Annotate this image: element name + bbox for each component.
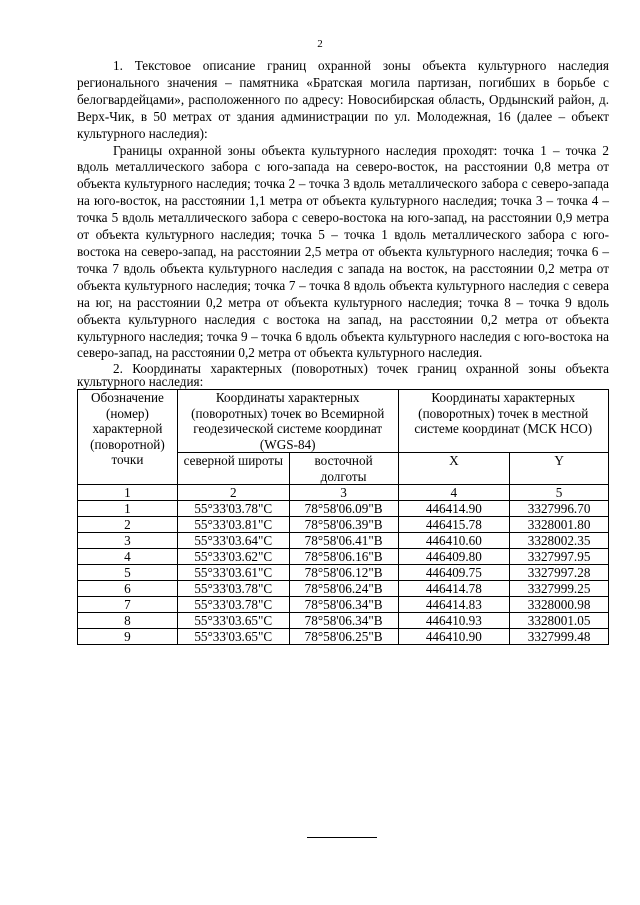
cell-point-number: 8 (78, 613, 178, 629)
cell-x-coordinate: 446409.75 (398, 565, 510, 581)
document-body (77, 58, 609, 645)
cell-point-number: 2 (78, 517, 178, 533)
cell-x-coordinate: 446410.90 (398, 629, 510, 645)
cell-longitude: 78°58'06.41"В (289, 533, 398, 549)
cell-latitude: 55°33'03.62"С (177, 549, 289, 565)
cell-x-coordinate: 446414.83 (398, 597, 510, 613)
header-north-latitude: северной широты (177, 453, 289, 485)
table-column-numbers-row (78, 485, 609, 501)
paragraph-coordinates-intro: 2. Координаты характерных (поворотных) точек границ охранной зоны объекта культурного наследия: (77, 361, 609, 390)
table-row (78, 613, 609, 629)
paragraph-boundaries: Границы охранной зоны объекта культурного наследия проходят: точка 1 – точка 2 вдоль металлического забора с юго-запада на северо-восток, на расстоянии 0,8 метра от объекта культурного наследия; точка 2 – точка 3 вдоль металлического забора с северо-запада на юго-восток, на расстоянии 1,1 метра от объекта культурного наследия; точка 3 – точка 4 – точка 5 вдоль металлического забора с северо-востока на юго-запад, на расстоянии 0,9 метра от объекта культурного наследия; точка 5 – точка 1 вдоль металлического забора с юго-востока на северо-запад, на расстоянии 2,5 метра от объекта культурного наследия; точка 6 – точка 7 вдоль объекта культурного наследия с запада на восток, на расстоянии 0,2 метра от объекта культурного наследия; точка 7 – точка 8 вдоль объекта культурного наследия с севера на юг, на расстоянии 0,2 метра от объекта культурного наследия; точка 8 – точка 9 вдоль объекта культурного наследия с востока на запад, на расстоянии 0,2 метра от объекта культурного наследия; точка 9 – точка 6 вдоль объекта культурного наследия с юго-востока на северо-запад, на расстоянии 0,2 метра от объекта культурного наследия. (77, 142, 609, 361)
cell-latitude: 55°33'03.61"С (177, 565, 289, 581)
cell-longitude: 78°58'06.16"В (289, 549, 398, 565)
header-east-longitude: восточной долготы (289, 453, 398, 485)
header-y: Y (510, 453, 609, 485)
cell-longitude: 78°58'06.34"В (289, 597, 398, 613)
cell-longitude: 78°58'06.39"В (289, 517, 398, 533)
cell-point-number: 5 (78, 565, 178, 581)
column-number: 3 (289, 485, 398, 501)
column-number: 5 (510, 485, 609, 501)
column-number: 2 (177, 485, 289, 501)
table-row (78, 565, 609, 581)
cell-y-coordinate: 3327997.28 (510, 565, 609, 581)
cell-y-coordinate: 3328001.80 (510, 517, 609, 533)
cell-latitude: 55°33'03.65"С (177, 629, 289, 645)
cell-y-coordinate: 3327997.95 (510, 549, 609, 565)
cell-point-number: 3 (78, 533, 178, 549)
page-number: 2 (317, 38, 323, 50)
table-row (78, 517, 609, 533)
cell-latitude: 55°33'03.78"С (177, 597, 289, 613)
header-msk-nso: Координаты характерных (поворотных) точек в местной системе координат (МСК НСО) (398, 390, 608, 453)
table-row (78, 581, 609, 597)
table-row (78, 501, 609, 517)
cell-x-coordinate: 446410.93 (398, 613, 510, 629)
footer-divider (307, 837, 377, 838)
cell-point-number: 6 (78, 581, 178, 597)
cell-point-number: 1 (78, 501, 178, 517)
cell-y-coordinate: 3328000.98 (510, 597, 609, 613)
cell-longitude: 78°58'06.12"В (289, 565, 398, 581)
cell-y-coordinate: 3327996.70 (510, 501, 609, 517)
table-row (78, 549, 609, 565)
cell-x-coordinate: 446414.78 (398, 581, 510, 597)
cell-latitude: 55°33'03.78"С (177, 581, 289, 597)
cell-point-number: 7 (78, 597, 178, 613)
cell-longitude: 78°58'06.09"В (289, 501, 398, 517)
cell-latitude: 55°33'03.65"С (177, 613, 289, 629)
cell-x-coordinate: 446409.80 (398, 549, 510, 565)
cell-point-number: 4 (78, 549, 178, 565)
cell-y-coordinate: 3327999.25 (510, 581, 609, 597)
table-header-row (78, 390, 609, 453)
column-number: 4 (398, 485, 510, 501)
cell-y-coordinate: 3328001.05 (510, 613, 609, 629)
cell-x-coordinate: 446415.78 (398, 517, 510, 533)
cell-latitude: 55°33'03.64"С (177, 533, 289, 549)
cell-point-number: 9 (78, 629, 178, 645)
cell-longitude: 78°58'06.24"В (289, 581, 398, 597)
cell-y-coordinate: 3327999.48 (510, 629, 609, 645)
coordinates-table (77, 389, 609, 645)
cell-x-coordinate: 446414.90 (398, 501, 510, 517)
cell-y-coordinate: 3328002.35 (510, 533, 609, 549)
cell-latitude: 55°33'03.78"С (177, 501, 289, 517)
cell-longitude: 78°58'06.34"В (289, 613, 398, 629)
table-row (78, 533, 609, 549)
header-x: X (398, 453, 510, 485)
table-row (78, 629, 609, 645)
paragraph-text-description: 1. Текстовое описание границ охранной зоны объекта культурного наследия регионального значения – памятника «Братская могила партизан, погибших в борьбе с белогвардейцами», расположенного по адресу: Новосибирская область, Ордынский район, д. Верх-Чик, в 50 метрах от здания администрации по ул. Молодежная, 16 (далее – объект культурного наследия): (77, 58, 609, 141)
header-wgs84: Координаты характерных (поворотных) точек во Всемирной геодезической системе координат (WGS-84) (177, 390, 398, 453)
column-number: 1 (78, 485, 178, 501)
table-row (78, 597, 609, 613)
cell-latitude: 55°33'03.81"С (177, 517, 289, 533)
cell-longitude: 78°58'06.25"В (289, 629, 398, 645)
cell-x-coordinate: 446410.60 (398, 533, 510, 549)
header-point-designation: Обозначение (номер) характерной (поворотной) точки (78, 390, 178, 485)
